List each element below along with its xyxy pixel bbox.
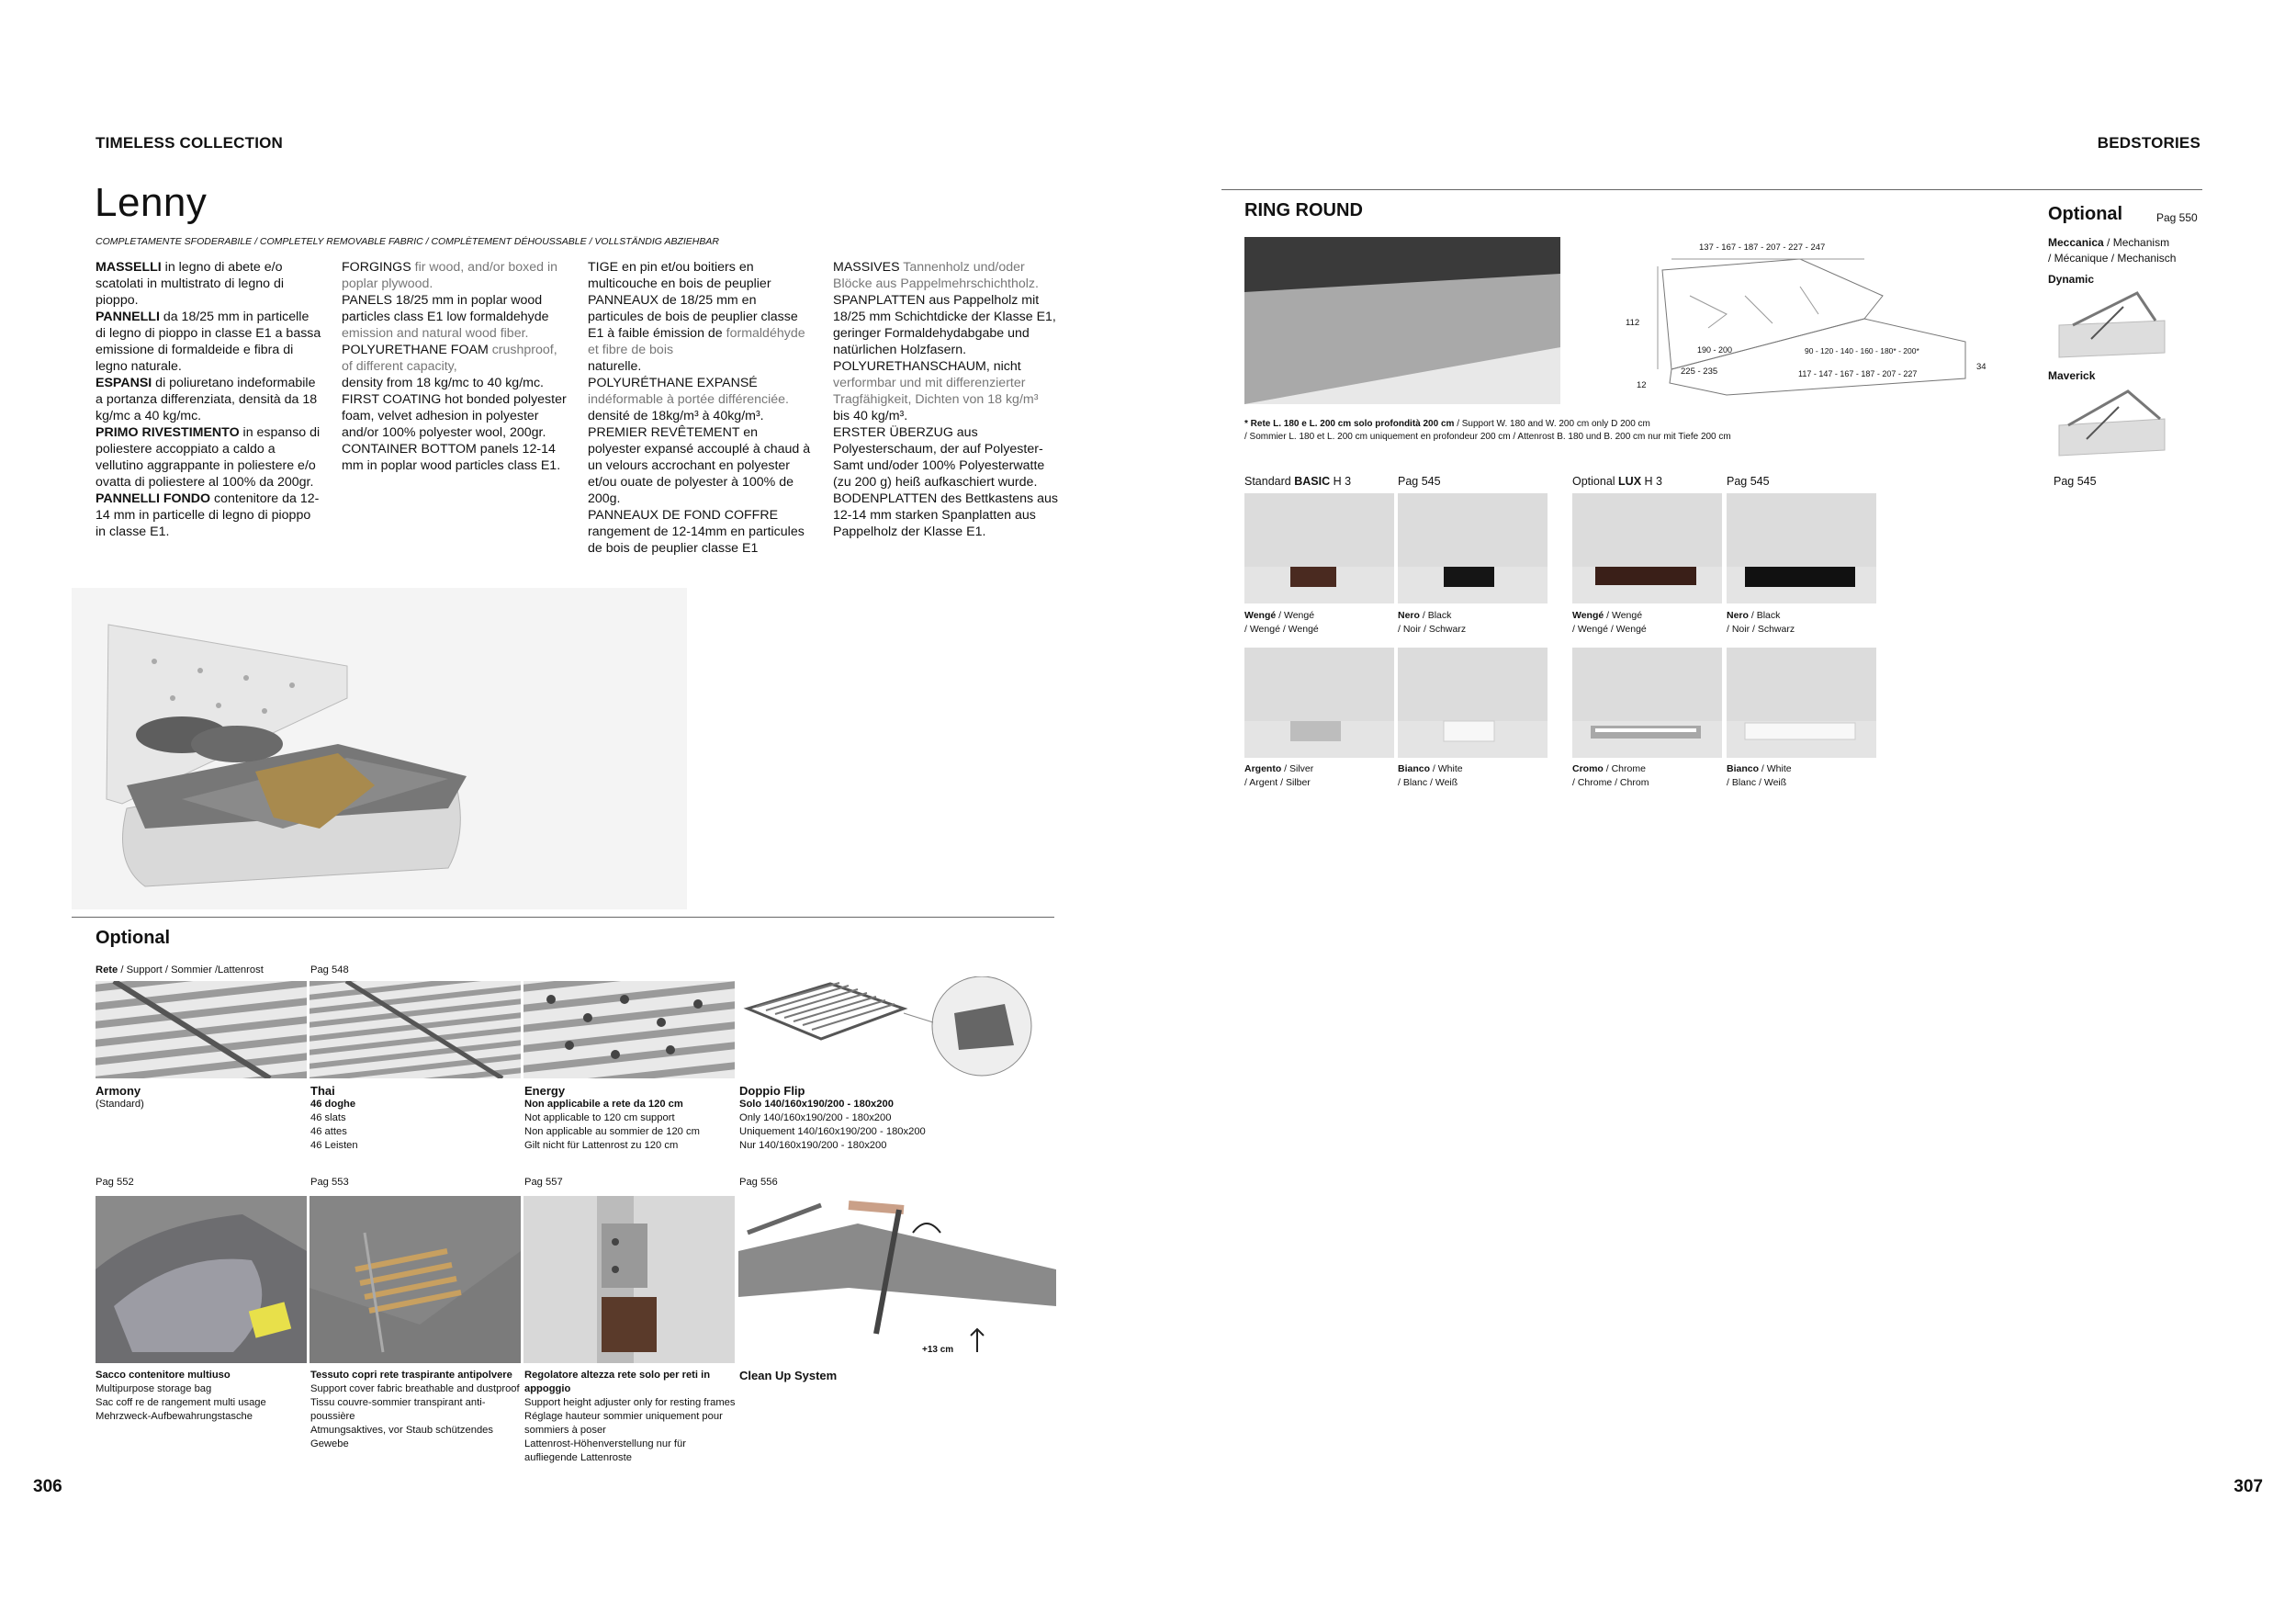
paragraph-de: MASSIVES Tannenholz und/oder Blöcke aus Pappelmehrschichtholz. bbox=[833, 260, 1039, 291]
dim-inner-width: 90 - 120 - 140 - 160 - 180* - 200* bbox=[1805, 346, 1919, 355]
slat-caption-doppio-flip: Doppio Flip Solo 140/160x190/200 - 180x200 Only 140/160x190/200 - 180x200 Uniquement 140/160x190/200 - 180x200 Nur 140/160x190/200 - 180x200 bbox=[739, 1084, 926, 1151]
paragraph-fr: naturelle. bbox=[588, 359, 642, 374]
paragraph-fr: PANNEAUX DE FOND COFFRE rangement de 12-14mm en particules de bois de peuplier classe E1 bbox=[588, 508, 805, 556]
armony-slats-image bbox=[96, 981, 307, 1078]
paragraph-en: density from 18 kg/mc to 40 kg/mc. bbox=[342, 376, 544, 390]
paragraph-it: PRIMO RIVESTIMENTO in espanso di poliestere accoppiato a caldo a vellutino aggrappante in poliestere e/o ovatta di poliestere al 100% da 200gr. bbox=[96, 425, 321, 490]
support-cover-caption: Tessuto copri rete traspirante antipolvere Support cover fabric breathable and dustproof Tissu couvre-sommier transpirant anti- poussière Atmungsaktives, vor Staub schützendes Gewebe bbox=[310, 1370, 520, 1449]
ring-round-support-note: * Rete L. 180 e L. 200 cm solo profondità 200 cm / Support W. 180 and W. 200 cm only D 200 cm / Sommier L. 180 et L. 200 cm uniquement en profondeur 200 cm / Attenrost B. 180 und B. 200 cm nur mit Tiefe 200 cm bbox=[1244, 419, 1731, 442]
description-column-fr bbox=[588, 259, 814, 557]
paragraph-en: PANELS 18/25 mm in poplar wood particles class E1 low formaldehyde emission and natural wood fiber. bbox=[342, 293, 549, 341]
foot-caption-basic-white: Bianco / White / Blanc / Weiß bbox=[1398, 763, 1463, 788]
paragraph-fr: PREMIER REVÊTEMENT en polyester expansé accouplé à chaud à un velours accrochant en polyester et/ou ouate de polyester à 100% de 200g. bbox=[588, 425, 811, 506]
foot-caption-lux-white: Bianco / White / Blanc / Weiß bbox=[1727, 763, 1792, 788]
foot-basic-wenge-image bbox=[1244, 493, 1394, 603]
ring-round-title: RING ROUND bbox=[1244, 200, 1363, 220]
foot-caption-lux-wenge: Wengé / Wengé / Wengé / Wengé bbox=[1572, 610, 1647, 635]
height-adjuster-caption: Regolatore altezza rete solo per reti in appoggio Support height adjuster only for resting frames Réglage hauteur sommier uniquement pour sommiers à poser Lattenrost-Höhenverstellung nur für aufliegende Lattenroste bbox=[524, 1370, 736, 1463]
paragraph-en: FORGINGS fir wood, and/or boxed in poplar plywood. bbox=[342, 260, 557, 291]
clean-up-caption: Clean Up System bbox=[739, 1369, 838, 1382]
foot-caption-basic-silver: Argento / Silver / Argent / Silber bbox=[1244, 763, 1314, 788]
energy-slats-image bbox=[523, 981, 735, 1078]
paragraph-en: POLYURETHANE FOAM crushproof, of different capacity, bbox=[342, 343, 557, 374]
paragraph-it: PANNELLI FONDO contenitore da 12-14 mm in particelle di legno di pioppo in classe E1. bbox=[96, 491, 320, 539]
page-ref-553: Pag 553 bbox=[310, 1177, 349, 1188]
page-number-left: 306 bbox=[33, 1477, 62, 1496]
description-column-en bbox=[342, 259, 568, 474]
maverick-mechanism-image bbox=[2054, 384, 2170, 457]
paragraph-en: FIRST COATING hot bonded polyester foam, velvet adhesion in polyester and/or 100% polyester wool, 200gr. bbox=[342, 392, 567, 440]
feet-lux-page: Pag 545 bbox=[1727, 475, 1770, 488]
dynamic-mechanism-image bbox=[2054, 288, 2170, 362]
brand-header: BEDSTORIES bbox=[2097, 134, 2200, 152]
product-title: Lenny bbox=[95, 180, 208, 225]
foot-lux-wenge-image bbox=[1572, 493, 1722, 603]
paragraph-fr: densité de 18kg/m³ à 40kg/m³. bbox=[588, 409, 764, 423]
slat-caption-armony: Armony (Standard) bbox=[96, 1084, 144, 1110]
mechanism-page-ref: Pag 550 bbox=[2156, 211, 2198, 224]
right-top-divider bbox=[1221, 189, 2202, 190]
paragraph-fr: POLYURÉTHANE EXPANSÉ indéformable à portée différenciée. bbox=[588, 376, 789, 407]
paragraph-de: SPANPLATTEN aus Pappelholz mit 18/25 mm Schichtdicke der Klasse E1, geringer Formaldehydabgabe und natürlichen Holzfasern. bbox=[833, 293, 1056, 357]
rete-label: Rete / Support / Sommier /Lattenrost bbox=[96, 964, 264, 976]
support-cover-fabric-image bbox=[310, 1196, 521, 1363]
optional-section-title: Optional bbox=[96, 928, 171, 948]
paragraph-de: POLYURETHANSCHAUM, nicht verformbar und mit differenzierter Tragfähigkeit, Dichten von 18 kg/m³ bbox=[833, 359, 1039, 407]
paragraph-it: MASSELLI in legno di abete e/o scatolati in multistrato di legno di pioppo. bbox=[96, 260, 285, 308]
foot-basic-black-image bbox=[1398, 493, 1548, 603]
paragraph-fr: PANNEAUX de 18/25 mm en particules de bois de peuplier classe E1 à faible émission de formaldéhyde et fibre de bois bbox=[588, 293, 805, 357]
dim-foot-height: 12 bbox=[1637, 380, 1647, 390]
rete-page-ref: Pag 548 bbox=[310, 964, 349, 976]
page-ref-552: Pag 552 bbox=[96, 1177, 134, 1188]
description-column-it bbox=[96, 259, 321, 540]
foot-lux-white-image bbox=[1727, 648, 1876, 758]
storage-bag-image bbox=[96, 1196, 307, 1363]
page-number-right: 307 bbox=[2234, 1477, 2263, 1496]
product-subtitle: COMPLETAMENTE SFODERABILE / COMPLETELY REMOVABLE FABRIC / COMPLÈTEMENT DÉHOUSSABLE / VOLLSTÄNDIG ABZIEHBAR bbox=[96, 236, 719, 247]
foot-caption-basic-black: Nero / Black / Noir / Schwarz bbox=[1398, 610, 1467, 635]
mechanism-label: Meccanica / Mechanism / Mécanique / Mechanisch bbox=[2048, 236, 2177, 265]
foot-basic-silver-image bbox=[1244, 648, 1394, 758]
dim-height: 112 bbox=[1626, 318, 1640, 328]
description-column-de bbox=[833, 259, 1059, 540]
collection-header: TIMELESS COLLECTION bbox=[96, 134, 284, 152]
paragraph-de: BODENPLATTEN des Bettkastens aus 12-14 mm starken Spanplatten aus Pappelholz der Klasse E1. bbox=[833, 491, 1058, 539]
paragraph-en: CONTAINER BOTTOM panels 12-14 mm in poplar wood particles class E1. bbox=[342, 442, 561, 473]
dynamic-mechanism-label: Dynamic bbox=[2048, 273, 2095, 286]
slat-caption-thai: Thai 46 doghe 46 slats 46 attes 46 Leisten bbox=[310, 1084, 358, 1151]
paragraph-it: ESPANSI di poliuretano indeformabile a portanza differenziata, densità da 18 kg/mc a 40 kg/mc. bbox=[96, 376, 318, 423]
clean-up-system-image bbox=[738, 1196, 1056, 1363]
storage-bag-caption: Sacco contenitore multiuso Multipurpose storage bag Sac coff re de rangement multi usage Mehrzweck-Aufbewahrungstasche bbox=[96, 1370, 266, 1422]
paragraph-de: ERSTER ÜBERZUG aus Polyesterschaum, der auf Polyester-Samt und/oder 100% Polyesterwatte (zu 200 g) heiß aufkaschiert wurde. bbox=[833, 425, 1045, 490]
slat-caption-energy: Energy Non applicabile a rete da 120 cm Not applicable to 120 cm support Non applicable au sommier de 120 cm Gilt nicht für Lattenrost zu 120 cm bbox=[524, 1084, 700, 1151]
foot-caption-lux-chrome: Cromo / Chrome / Chrome / Chrom bbox=[1572, 763, 1649, 788]
page-ref-557: Pag 557 bbox=[524, 1177, 563, 1188]
ring-round-detail-photo bbox=[1244, 237, 1560, 404]
dim-base-width: 117 - 147 - 167 - 187 - 207 - 227 bbox=[1798, 369, 1918, 378]
dim-side-height: 34 bbox=[1976, 362, 1986, 372]
dim-top-width: 137 - 167 - 187 - 207 - 227 - 247 bbox=[1699, 242, 1826, 253]
paragraph-it: PANNELLI da 18/25 mm in particelle di legno di pioppo in classe E1 a bassa emissione di formaldeide e fibra di legno naturale. bbox=[96, 310, 321, 374]
paragraph-fr: TIGE en pin et/ou boitiers en multicouche en bois de peuplier bbox=[588, 260, 771, 291]
optional-divider bbox=[72, 917, 1054, 918]
paragraph-de: bis 40 kg/m³. bbox=[833, 409, 908, 423]
feet-lux-label: Optional LUX H 3 bbox=[1572, 475, 1662, 488]
height-adjuster-image bbox=[523, 1196, 735, 1363]
feet-basic-label: Standard BASIC H 3 bbox=[1244, 475, 1352, 488]
foot-lux-black-image bbox=[1727, 493, 1876, 603]
foot-basic-white-image bbox=[1398, 648, 1548, 758]
mechanism-optional-title: Optional bbox=[2048, 204, 2123, 224]
dim-outer-depth: 225 - 235 bbox=[1681, 367, 1718, 377]
thai-slats-image bbox=[310, 981, 521, 1078]
foot-caption-lux-black: Nero / Black / Noir / Schwarz bbox=[1727, 610, 1795, 635]
maverick-mechanism-label: Maverick bbox=[2048, 369, 2096, 382]
dim-depth: 190 - 200 bbox=[1697, 345, 1733, 355]
page-ref-556: Pag 556 bbox=[739, 1177, 778, 1188]
foot-caption-basic-wenge: Wengé / Wengé / Wengé / Wengé bbox=[1244, 610, 1319, 635]
feet-basic-page: Pag 545 bbox=[1398, 475, 1441, 488]
lenny-bed-photo bbox=[72, 588, 687, 909]
foot-lux-chrome-image bbox=[1572, 648, 1722, 758]
lift-height-label: +13 cm bbox=[922, 1345, 954, 1355]
ring-round-dimension-drawing bbox=[1616, 241, 2002, 397]
doppio-flip-image bbox=[738, 976, 1053, 1082]
mechanism-bottom-page-ref: Pag 545 bbox=[2054, 475, 2097, 488]
